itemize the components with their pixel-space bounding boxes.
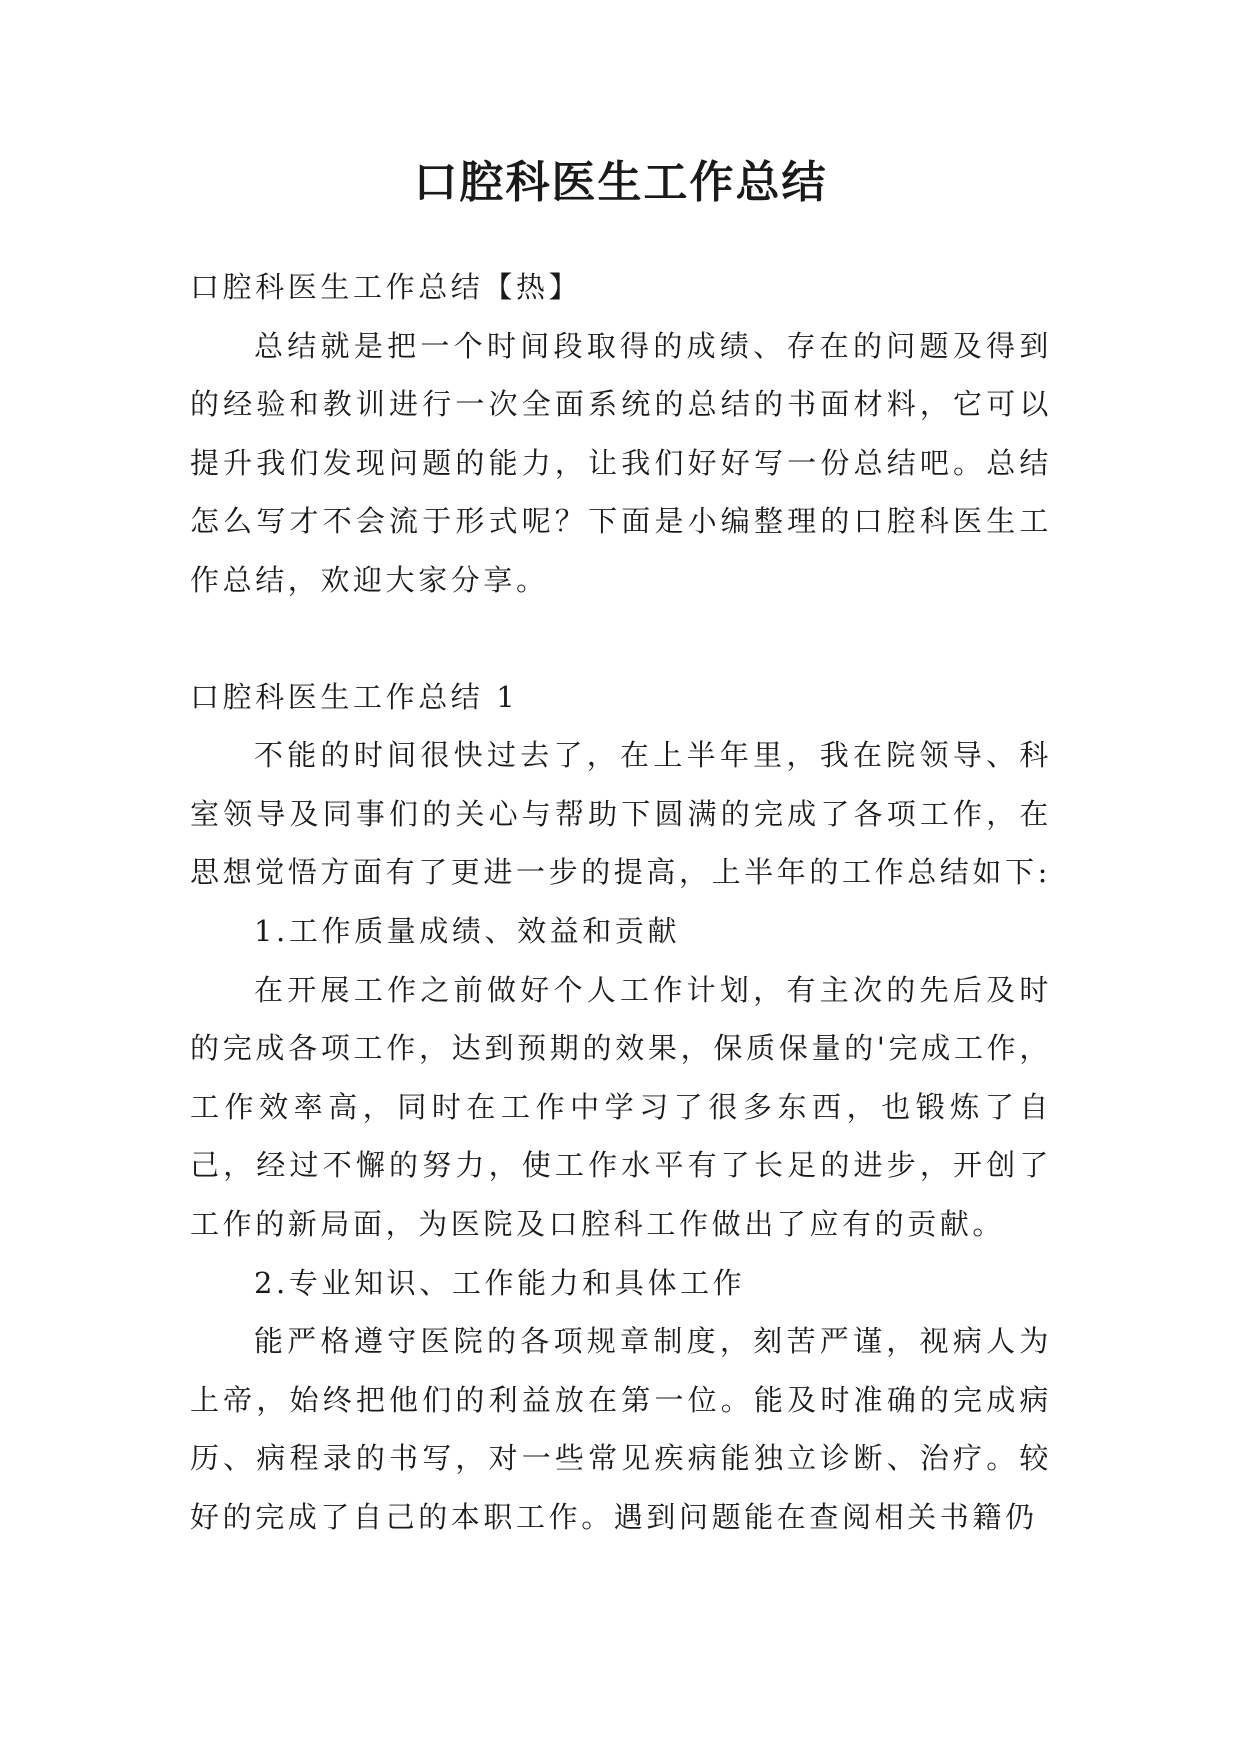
item2-heading: 2.专业知识、工作能力和具体工作: [254, 1265, 746, 1300]
intro-paragraph: 总结就是把一个时间段取得的成绩、存在的问题及得到的经验和教训进行一次全面系统的总结的书面材料，它可以提升我们发现问题的能力，让我们好好写一份总结吧。总结怎么写才不会流于形式呢？下面是小编整理的口腔科医生工作总结，欢迎大家分享。: [190, 328, 1052, 597]
document-title: 口腔科医生工作总结: [413, 157, 828, 208]
item2-paragraph: 能严格遵守医院的各项规章制度，刻苦严谨，视病人为上帝，始终把他们的利益放在第一位。能及时准确的完成病历、病程录的书写，对一些常见疾病能独立诊断、治疗。较好的完成了自己的本职工作。遇到问题能在查阅相关书籍仍: [190, 1324, 1052, 1534]
section-spacer: [190, 610, 1052, 668]
section1-paragraph: 不能的时间很快过去了，在上半年里，我在院领导、科室领导及同事们的关心与帮助下圆满的完成了各项工作，在思想觉悟方面有了更进一步的提高，上半年的工作总结如下:: [190, 738, 1052, 890]
document-body: [190, 258, 1052, 1546]
intro-heading: 口腔科医生工作总结【热】: [190, 270, 582, 304]
section1-heading: 口腔科医生工作总结 1: [190, 679, 519, 714]
item1-paragraph: 在开展工作之前做好个人工作计划，有主次的先后及时的完成各项工作，达到预期的效果，保质保量的'完成工作，工作效率高，同时在工作中学习了很多东西，也锻炼了自己，经过不懈的努力，使工作水平有了长足的进步，开创了工作的新局面，为医院及口腔科工作做出了应有的贡献。: [190, 972, 1052, 1241]
item1-heading: 1.工作质量成绩、效益和贡献: [254, 913, 681, 948]
